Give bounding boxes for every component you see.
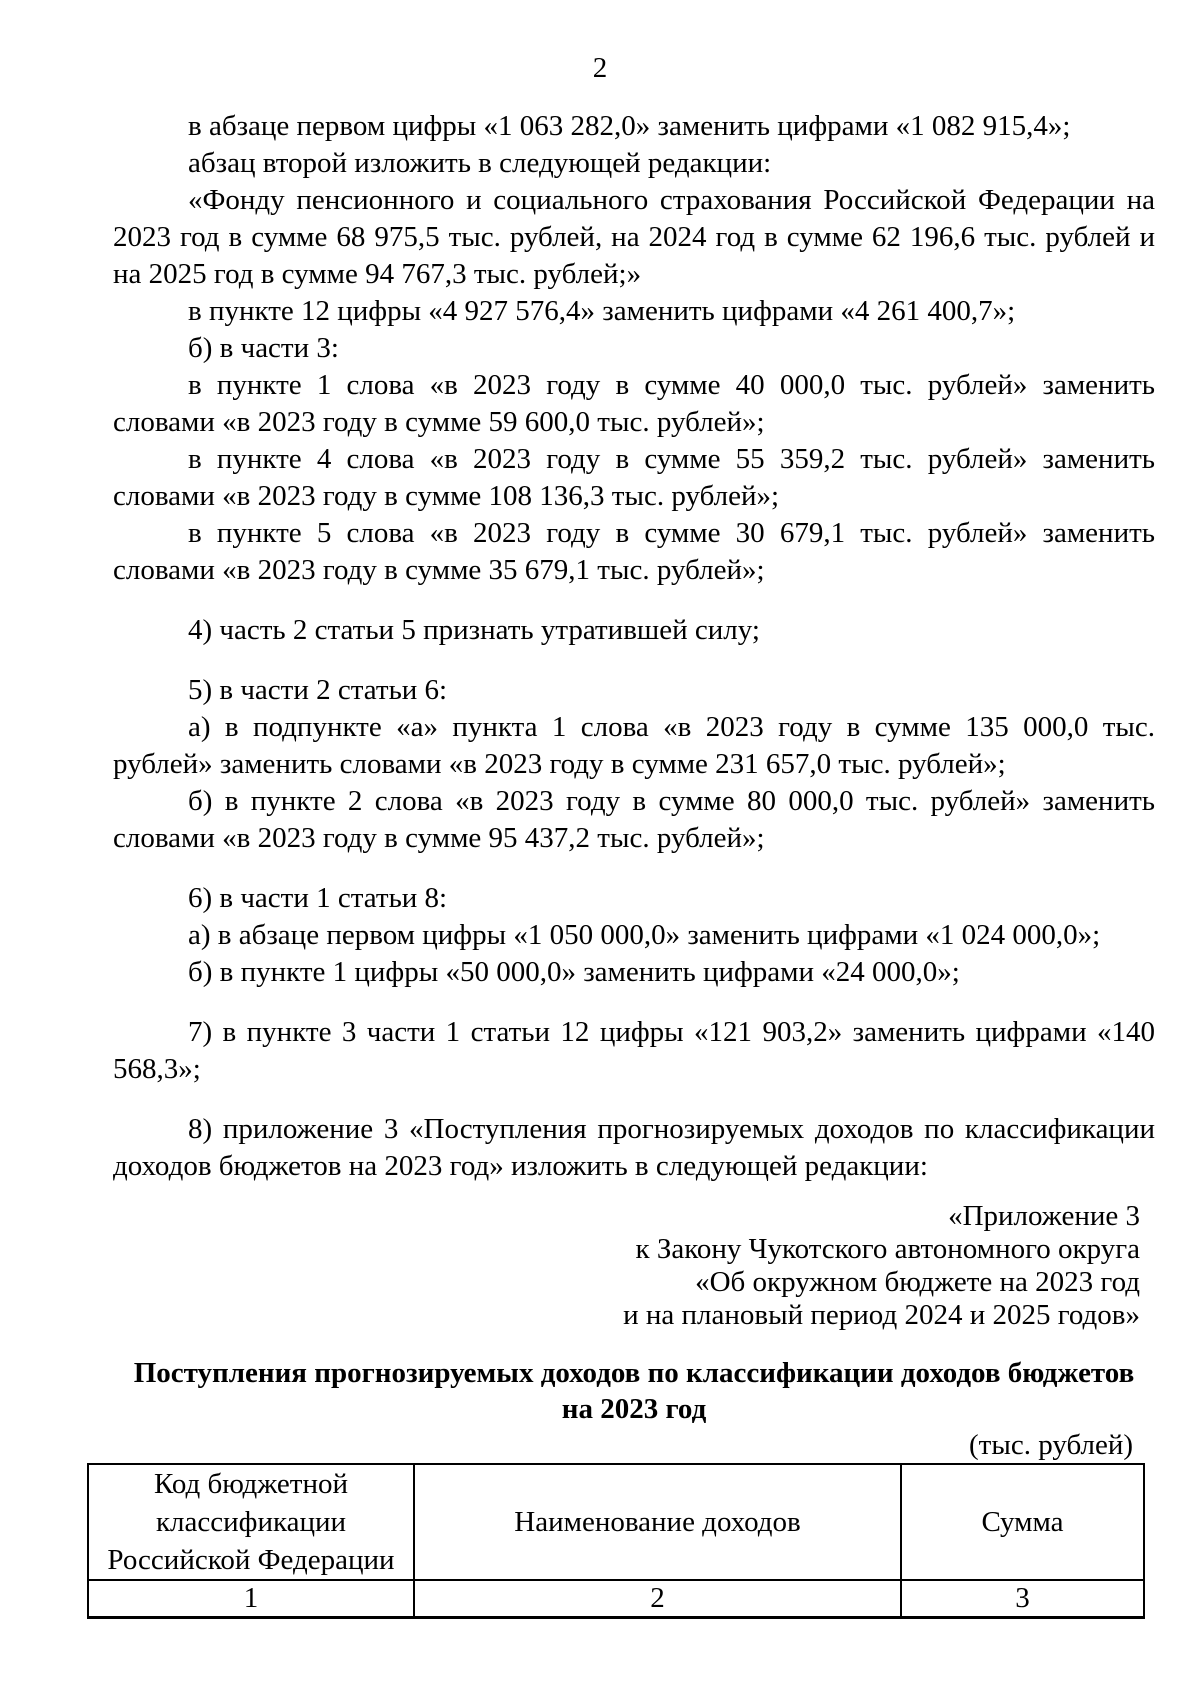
body-paragraph: 4) часть 2 статьи 5 признать утратившей силу; — [188, 614, 760, 646]
table-title-line-2: на 2023 год — [561, 1393, 707, 1425]
revenues-table-header-row — [88, 1464, 1144, 1580]
body-paragraphs — [113, 108, 1155, 1185]
body-paragraph: в пункте 5 слова «в 2023 году в сумме 30 679,1 тыс. рублей» заменить словами «в 2023 году в сумме 35 679,1 тыс. рублей»; — [113, 517, 1155, 586]
body-paragraph: в пункте 1 слова «в 2023 году в сумме 40 000,0 тыс. рублей» заменить словами «в 2023 году в сумме 59 600,0 тыс. рублей»; — [113, 369, 1155, 438]
table-column-number-cell: 2 — [414, 1580, 901, 1618]
units-note: (тыс. рублей) — [969, 1429, 1133, 1461]
table-column-number-cell: 3 — [901, 1580, 1144, 1618]
appendix-reference-line: и на плановый период 2024 и 2025 годов» — [623, 1299, 1140, 1331]
body-paragraph: б) в части 3: — [188, 332, 339, 364]
page-number: 2 — [592, 52, 608, 84]
body-paragraph: в абзаце первом цифры «1 063 282,0» заменить цифрами «1 082 915,4»; — [188, 110, 1071, 142]
body-paragraph: 8) приложение 3 «Поступления прогнозируемых доходов по классификации доходов бюджетов на 2023 год» изложить в следующей редакции: — [113, 1113, 1155, 1182]
revenues-table — [87, 1463, 1145, 1619]
table-header-cell: Код бюджетной классификации Российской Федерации — [88, 1464, 414, 1580]
body-paragraph: б) в пункте 2 слова «в 2023 году в сумме 80 000,0 тыс. рублей» заменить словами «в 2023 году в сумме 95 437,2 тыс. рублей»; — [113, 785, 1155, 854]
table-column-number-cell: 1 — [88, 1580, 414, 1618]
body-paragraph: а) в подпункте «а» пункта 1 слова «в 2023 году в сумме 135 000,0 тыс. рублей» заменить словами «в 2023 году в сумме 231 657,0 тыс. рублей»; — [113, 711, 1155, 780]
appendix-reference-line: к Закону Чукотского автономного округа — [635, 1233, 1140, 1265]
appendix-reference-line: «Приложение 3 — [948, 1200, 1140, 1232]
appendix-reference-line: «Об окружном бюджете на 2023 год — [695, 1266, 1140, 1298]
body-paragraph: в пункте 4 слова «в 2023 году в сумме 55 359,2 тыс. рублей» заменить словами «в 2023 году в сумме 108 136,3 тыс. рублей»; — [113, 443, 1155, 512]
body-paragraph: а) в абзаце первом цифры «1 050 000,0» заменить цифрами «1 024 000,0»; — [188, 919, 1101, 951]
table-header-cell: Сумма — [901, 1464, 1144, 1580]
body-paragraph: б) в пункте 1 цифры «50 000,0» заменить цифрами «24 000,0»; — [188, 956, 960, 988]
body-paragraph: 7) в пункте 3 части 1 статьи 12 цифры «121 903,2» заменить цифрами «140 568,3»; — [113, 1016, 1155, 1085]
table-title — [113, 1355, 1155, 1427]
body-paragraph: «Фонду пенсионного и социального страхования Российской Федерации на 2023 год в сумме 68 975,5 тыс. рублей, на 2024 год в сумме 62 196,6 тыс. рублей и на 2025 год в сумме 94 767,3 тыс. рублей;» — [113, 184, 1155, 290]
document-body — [107, 108, 1155, 1619]
appendix-reference-block — [113, 1200, 1155, 1332]
body-paragraph: 5) в части 2 статьи 6: — [188, 674, 448, 706]
body-paragraph: 6) в части 1 статьи 8: — [188, 882, 448, 914]
body-paragraph: в пункте 12 цифры «4 927 576,4» заменить цифрами «4 261 400,7»; — [188, 295, 1016, 327]
body-paragraph: абзац второй изложить в следующей редакции: — [188, 147, 772, 179]
table-header-cell: Наименование доходов — [414, 1464, 901, 1580]
revenues-table-numbering-row — [88, 1580, 1144, 1618]
table-title-line-1: Поступления прогнозируемых доходов по классификации доходов бюджетов — [133, 1357, 1135, 1389]
